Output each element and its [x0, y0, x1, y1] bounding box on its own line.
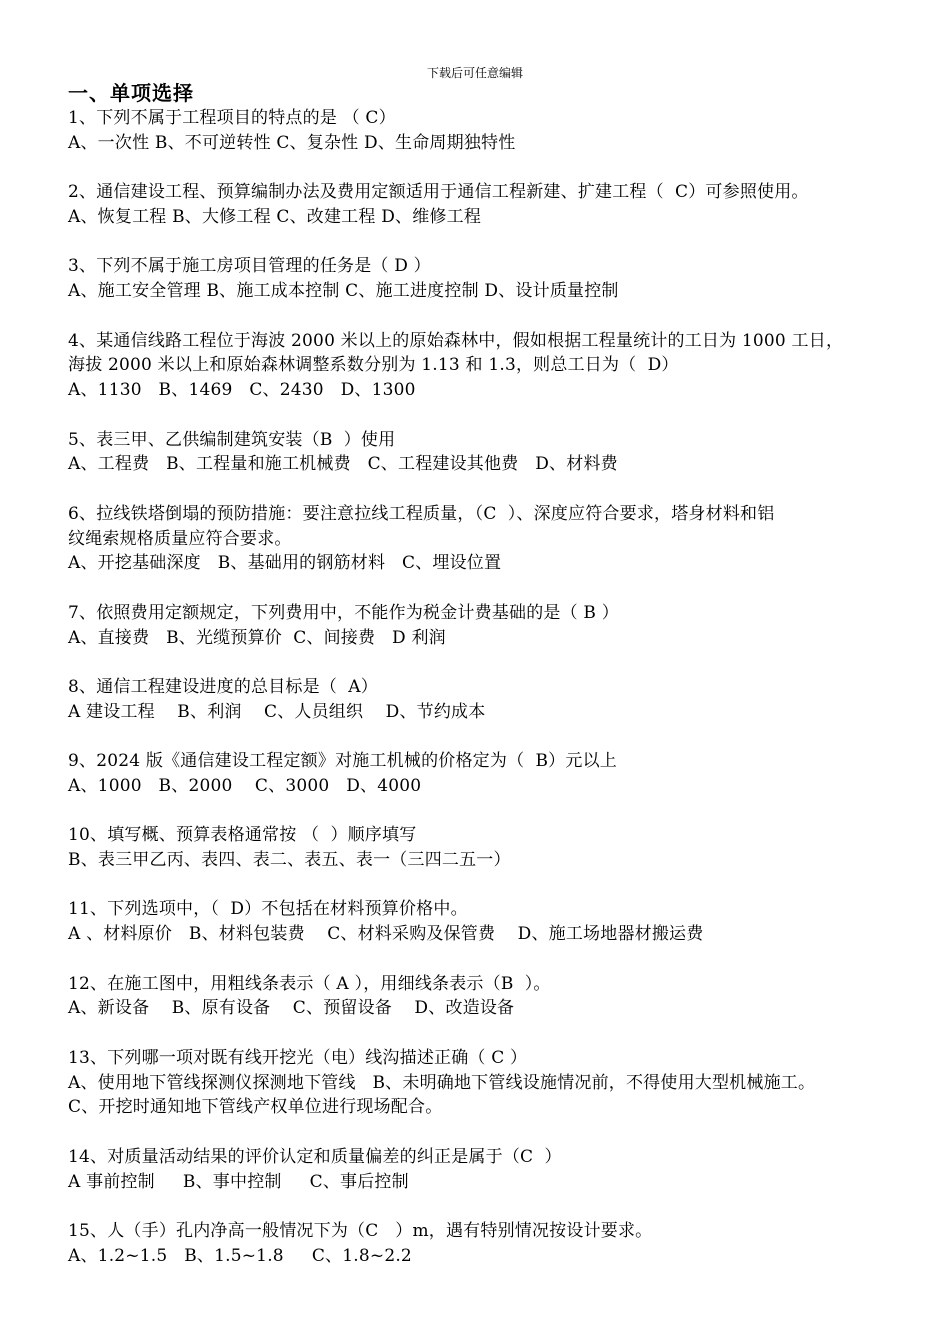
- question-line: A、1000 B、2000 C、3000 D、4000: [68, 775, 422, 796]
- question-item: [68, 1219, 898, 1269]
- question-text: 12、在施工图中，用粗线条表示（ A ），用细线条表示（B ）。: [68, 973, 551, 994]
- question-line: A、工程费 B、工程量和施工机械费 C、工程建设其他费 D、材料费: [68, 454, 618, 475]
- question-line: B、表三甲乙丙、表四、表二、表五、表一（三四二五一）: [68, 850, 511, 871]
- question-item: [68, 329, 898, 403]
- question-text: 2、通信建设工程、预算编制办法及费用定额适用于通信工程新建、扩建工程（ C）可参照使用。: [68, 182, 809, 203]
- question-line: 纹绳索规格质量应符合要求。: [68, 528, 292, 549]
- question-line: A 事前控制 B、事中控制 C、事后控制: [68, 1171, 409, 1192]
- question-line: A、1.2~1.5 B、1.5~1.8 C、1.8~2.2: [68, 1245, 412, 1266]
- question-text: 4、某通信线路工程位于海波 2000 米以上的原始森林中，假如根据工程量统计的工日为 1000 工日，: [68, 330, 844, 351]
- question-item: [68, 428, 898, 478]
- question-line: 海拔 2000 米以上和原始森林调整系数分别为 1.13 和 1.3，则总工日为（ D）: [68, 355, 679, 376]
- question-text: 3、下列不属于施工房项目管理的任务是（ D ）: [68, 256, 431, 277]
- question-item: [68, 601, 898, 651]
- question-line: A 建设工程 B、利润 C、人员组织 D、节约成本: [68, 701, 486, 722]
- question-item: [68, 675, 898, 725]
- question-item: [68, 502, 898, 576]
- question-item: [68, 180, 898, 230]
- question-text: 7、依照费用定额规定，下列费用中，不能作为税金计费基础的是（ B ）: [68, 602, 619, 623]
- question-line: A、直接费 B、光缆预算价 C、间接费 D 利润: [68, 627, 446, 648]
- question-text: 11、下列选项中，（ D）不包括在材料预算价格中。: [68, 899, 468, 920]
- document-content: [68, 80, 898, 1293]
- question-line: C、开挖时通知地下管线产权单位进行现场配合。: [68, 1097, 443, 1118]
- question-line: A、施工安全管理 B、施工成本控制 C、施工进度控制 D、设计质量控制: [68, 281, 619, 302]
- question-item: [68, 897, 898, 947]
- question-line: A、新设备 B、原有设备 C、预留设备 D、改造设备: [68, 998, 515, 1019]
- question-line: A、一次性 B、不可逆转性 C、复杂性 D、生命周期独特性: [68, 132, 516, 153]
- question-item: [68, 972, 898, 1022]
- question-text: 15、人（手）孔内净高一般情况下为（C ）m，遇有特别情况按设计要求。: [68, 1221, 653, 1242]
- question-text: 14、对质量活动结果的评价认定和质量偏差的纠正是属于（C ）: [68, 1146, 562, 1167]
- question-item: [68, 823, 898, 873]
- question-text: 1、下列不属于工程项目的特点的是 （ C）: [68, 108, 396, 128]
- question-text: 8、通信工程建设进度的总目标是（ A）: [68, 676, 378, 697]
- question-text: 10、填写概、预算表格通常按 （ ）顺序填写: [68, 825, 417, 846]
- question-item: [68, 254, 898, 304]
- question-text: 6、拉线铁塔倒塌的预防措施：要注意拉线工程质量，（C ）、深度应符合要求，塔身材料和铝: [68, 503, 775, 524]
- question-line: A、开挖基础深度 B、基础用的钢筋材料 C、埋设位置: [68, 553, 502, 574]
- question-text: 5、表三甲、乙供编制建筑安装（B ）使用: [68, 429, 396, 450]
- question-line: A、使用地下管线探测仪探测地下管线 B、未明确地下管线设施情况前，不得使用大型机械施工。: [68, 1072, 816, 1093]
- header-note: 下载后可任意编辑: [426, 66, 523, 80]
- question-item: [68, 1145, 898, 1195]
- question-line: A、恢复工程 B、大修工程 C、改建工程 D、维修工程: [68, 206, 482, 227]
- question-line: A、1130 B、1469 C、2430 D、1300: [68, 380, 416, 401]
- question-line: A 、材料原价 B、材料包装费 C、材料采购及保管费 D、施工场地器材搬运费: [68, 924, 704, 945]
- question-list: [68, 106, 898, 1269]
- section-title: 一、单项选择: [68, 81, 194, 105]
- question-text: 9、2024 版《通信建设工程定额》对施工机械的价格定为（ B）元以上: [68, 751, 617, 772]
- question-text: 13、下列哪一项对既有线开挖光（电）线沟描述正确（ C ）: [68, 1047, 528, 1068]
- question-item: [68, 1046, 898, 1120]
- question-item: [68, 749, 898, 799]
- question-item: [68, 106, 898, 156]
